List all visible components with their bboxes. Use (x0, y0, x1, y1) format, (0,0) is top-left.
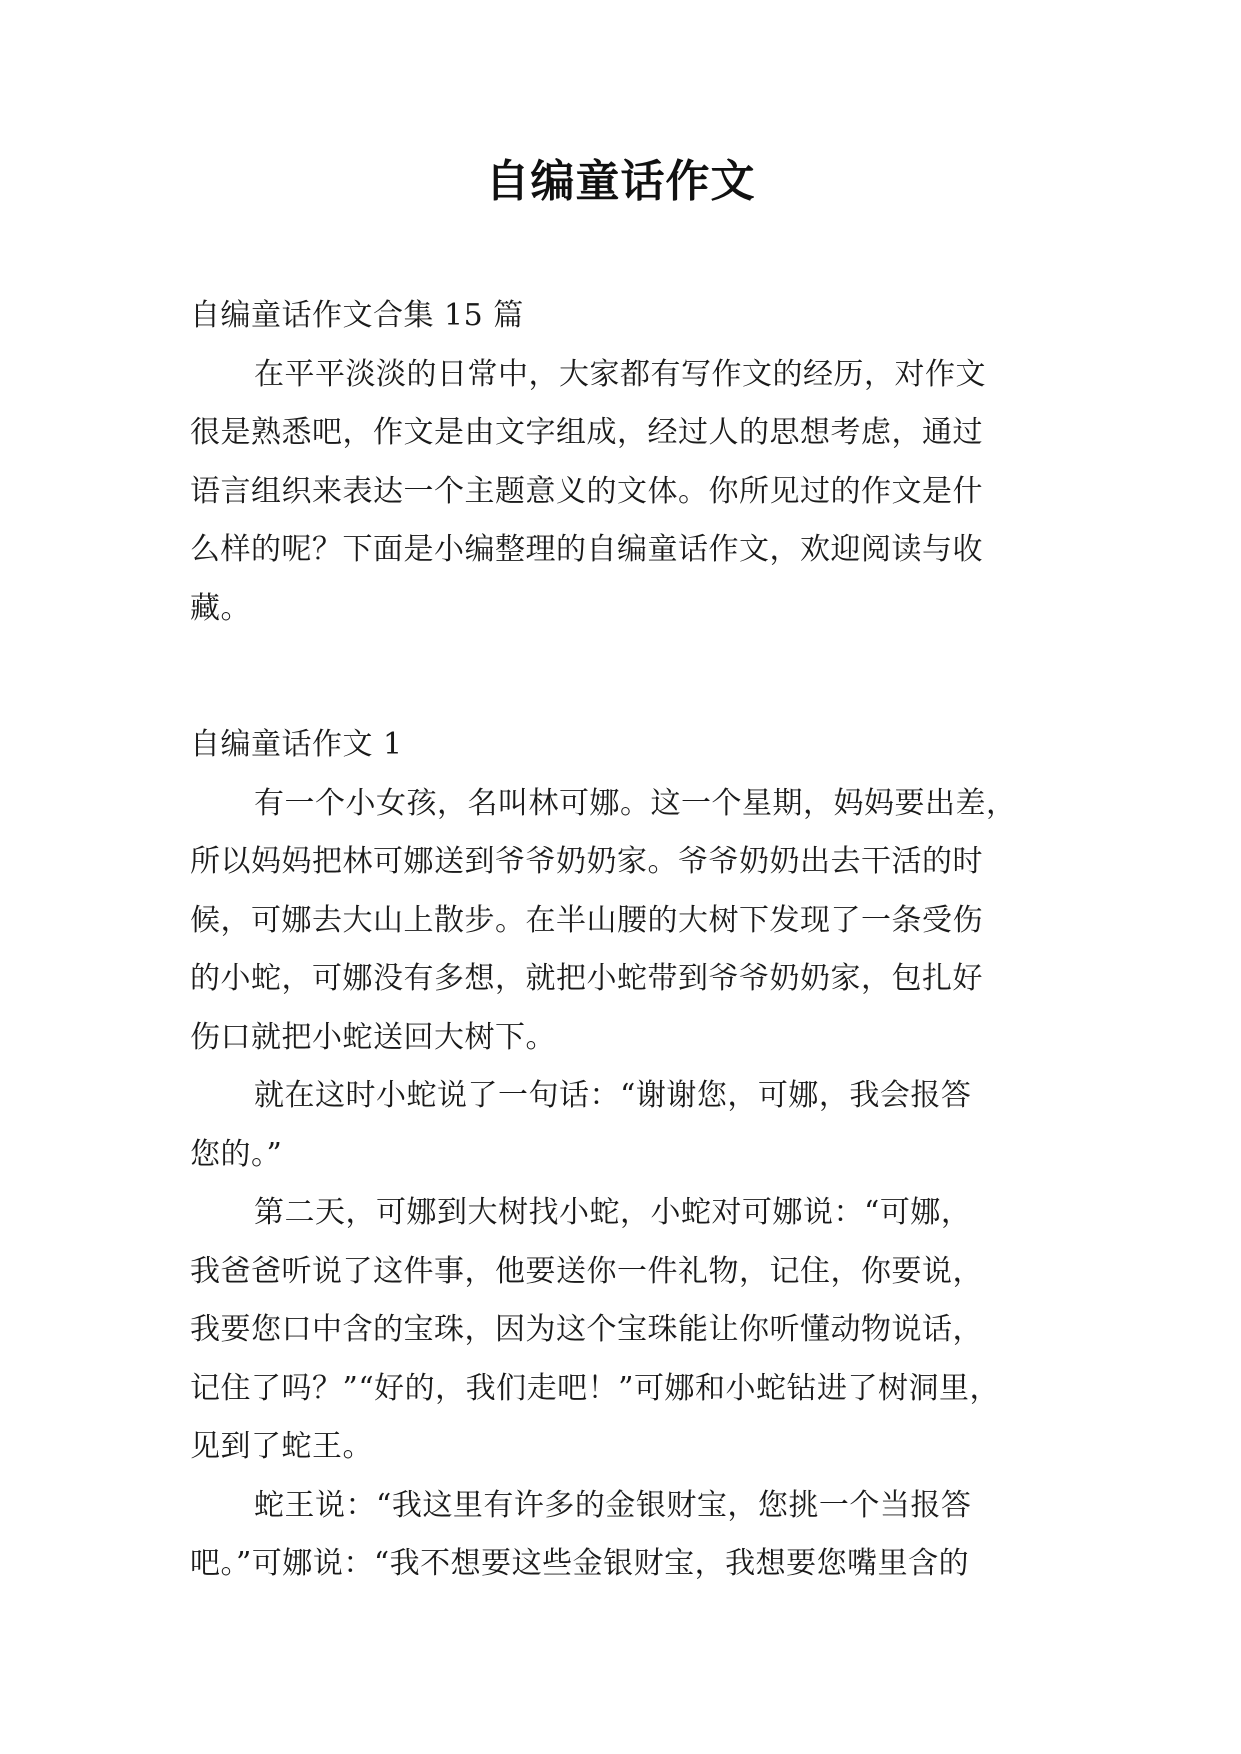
paragraph-line: 语言组织来表达一个主题意义的文体。你所见过的作文是什 (190, 473, 983, 509)
paragraph-line: 我要您口中含的宝珠，因为这个宝珠能让你听懂动物说话， (190, 1312, 983, 1347)
document-title: 自编童话作文 (485, 156, 756, 207)
paragraph-line: 记住了吗？”“好的，我们走吧！”可娜和小蛇钻进了树洞里， (190, 1370, 1001, 1406)
paragraph-line: 您的。” (190, 1136, 283, 1172)
paragraph-line: 有一个小女孩，名叫林可娜。这一个星期，妈妈要出差， (254, 785, 1017, 821)
paragraph-line: 藏。 (190, 590, 251, 626)
paragraph-line: 蛇王说：“我这里有许多的金银财宝，您挑一个当报答 (254, 1487, 972, 1523)
paragraph-line: 就在这时小蛇说了一句话：“谢谢您，可娜，我会报答 (254, 1078, 972, 1113)
paragraph-line: 所以妈妈把林可娜送到爷爷奶奶家。爷爷奶奶出去干活的时 (190, 844, 983, 879)
essay-paragraph (190, 1184, 1060, 1477)
paragraph-line: 在平平淡淡的日常中，大家都有写作文的经历，对作文 (254, 356, 986, 392)
paragraph-line: 第二天，可娜到大树找小蛇，小蛇对可娜说：“可娜， (254, 1195, 972, 1230)
paragraph-line: 么样的呢？下面是小编整理的自编童话作文，欢迎阅读与收 (190, 532, 983, 567)
paragraph-line: 我爸爸听说了这件事，他要送你一件礼物，记住，你要说， (190, 1253, 983, 1289)
section-gap (190, 638, 1060, 716)
essay-paragraph (190, 1477, 1060, 1594)
paragraph-line: 候，可娜去大山上散步。在半山腰的大树下发现了一条受伤 (190, 902, 983, 938)
paragraph-line: 很是熟悉吧，作文是由文字组成，经过人的思想考虑，通过 (190, 415, 983, 450)
intro-paragraph (190, 346, 1060, 639)
essay-paragraph (190, 1067, 1060, 1184)
collection-subtitle: 自编童话作文合集 15 篇 (190, 298, 524, 333)
essay-heading: 自编童话作文 1 (190, 727, 403, 762)
paragraph-line: 吧。”可娜说：“我不想要这些金银财宝，我想要您嘴里含的 (190, 1546, 970, 1581)
document-body (190, 287, 1060, 1594)
paragraph-line: 见到了蛇王。 (190, 1429, 373, 1464)
paragraph-line: 伤口就把小蛇送回大树下。 (190, 1019, 556, 1055)
paragraph-line: 的小蛇，可娜没有多想，就把小蛇带到爷爷奶奶家，包扎好 (190, 961, 983, 996)
essay-paragraph (190, 775, 1060, 1068)
